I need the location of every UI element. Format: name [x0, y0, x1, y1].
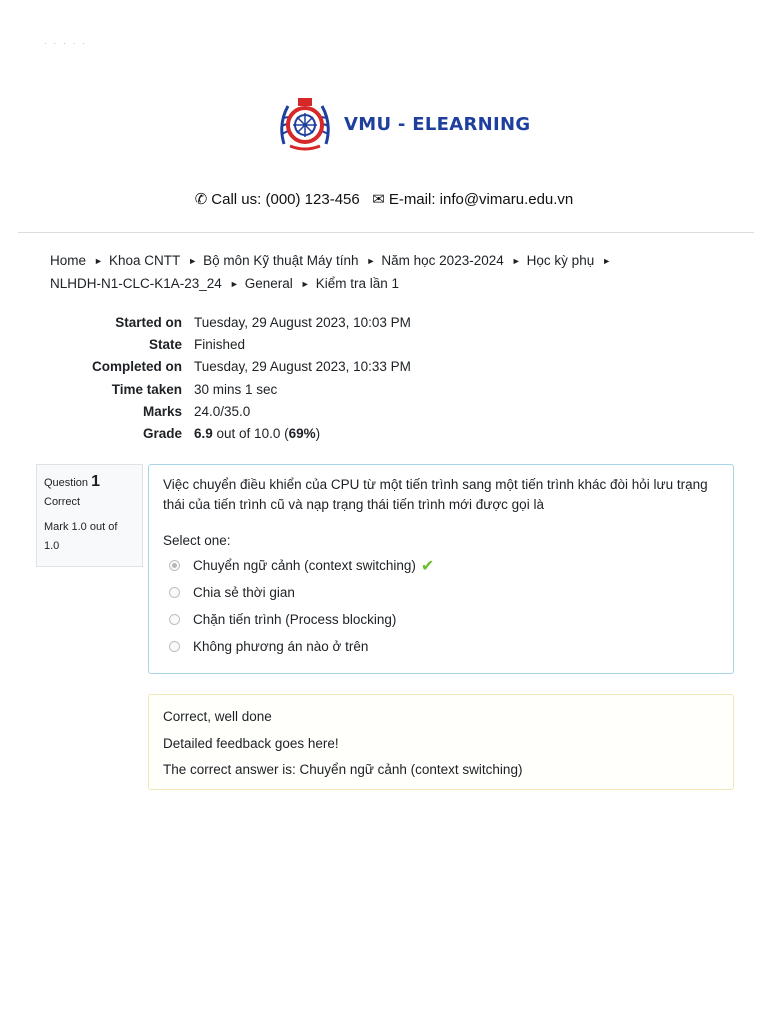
- vmu-emblem-icon: [274, 94, 336, 154]
- feedback-correct-answer: The correct answer is: Chuyển ngữ cảnh (context switching): [163, 762, 523, 777]
- completed-value: Tuesday, 29 August 2023, 10:33 PM: [194, 359, 411, 375]
- answer-label: Không phương án nào ở trên: [193, 639, 369, 654]
- summary-row-started: [40, 311, 411, 333]
- summary-row-time: [40, 378, 411, 400]
- feedback-detailed: Detailed feedback goes here!: [163, 735, 339, 751]
- breadcrumb-arrow-icon: ►: [366, 256, 376, 266]
- answer-option[interactable]: [163, 637, 719, 656]
- answer-option[interactable]: [163, 583, 719, 602]
- breadcrumb-department[interactable]: Bộ môn Kỹ thuật Máy tính: [203, 253, 359, 268]
- breadcrumb-quiz[interactable]: Kiểm tra lần 1: [315, 276, 399, 291]
- site-logo[interactable]: [274, 94, 530, 154]
- answer-option[interactable]: [163, 610, 719, 629]
- question-status: Correct: [44, 496, 81, 508]
- question-text: Việc chuyển điều khiển của CPU từ một tiến trình sang một tiến trình khác đòi hỏi lưu trạng thái của tiến trình cũ và nạp trạng thái tiến trình mới được gọi là: [163, 477, 708, 512]
- question-mark: Mark 1.0 out of 1.0: [44, 521, 118, 552]
- marks-label: Marks: [142, 403, 182, 419]
- phone-label[interactable]: Call us: (000) 123-456: [211, 191, 360, 208]
- phone-icon: ✆: [194, 191, 208, 208]
- radio-unselected[interactable]: [169, 587, 180, 598]
- grade-label: Grade: [142, 426, 182, 442]
- feedback-box: [148, 694, 734, 790]
- breadcrumb-arrow-icon: ►: [300, 279, 310, 289]
- question-number: [44, 472, 135, 493]
- radio-unselected[interactable]: [169, 641, 180, 652]
- completed-label: Completed on: [92, 359, 182, 375]
- site-header: [0, 92, 768, 162]
- time-label: Time taken: [111, 381, 182, 397]
- breadcrumb: [50, 250, 690, 296]
- state-label: State: [148, 336, 182, 352]
- time-value: 30 mins 1 sec: [194, 381, 278, 397]
- breadcrumb-faculty[interactable]: Khoa CNTT: [108, 253, 181, 268]
- breadcrumb-section[interactable]: General: [244, 276, 293, 291]
- breadcrumb-arrow-icon: ►: [94, 256, 103, 266]
- breadcrumb-arrow-icon: ►: [602, 256, 612, 266]
- grade-score: 6.9: [194, 426, 213, 442]
- grade-value: [194, 422, 411, 444]
- summary-row-state: [40, 333, 411, 355]
- breadcrumb-semester[interactable]: Học kỳ phụ: [526, 253, 595, 268]
- breadcrumb-arrow-icon: ►: [188, 256, 198, 266]
- grade-end: ): [315, 426, 321, 442]
- contact-bar: [0, 190, 768, 208]
- breadcrumb-year[interactable]: Năm học 2023-2024: [381, 253, 504, 268]
- answer-label: Chia sẻ thời gian: [193, 585, 295, 600]
- breadcrumb-arrow-icon: ►: [229, 279, 239, 289]
- marks-value: 24.0/35.0: [194, 403, 251, 419]
- question-label: Question: [44, 477, 89, 489]
- question-no: 1: [91, 473, 100, 490]
- logo-text: VMU - ELEARNING: [344, 113, 531, 135]
- radio-unselected[interactable]: [169, 614, 180, 625]
- breadcrumb-course[interactable]: NLHDH-N1-CLC-K1A-23_24: [50, 276, 222, 291]
- feedback-general: Correct, well done: [163, 709, 272, 724]
- breadcrumb-home[interactable]: Home: [50, 253, 87, 268]
- grade-mid: out of 10.0 (: [212, 426, 289, 442]
- header-divider: [18, 232, 754, 233]
- question-content: [148, 464, 734, 674]
- summary-row-completed: [40, 356, 411, 378]
- question-info: [36, 464, 143, 567]
- breadcrumb-arrow-icon: ►: [511, 256, 521, 266]
- answer-option[interactable]: [163, 556, 719, 575]
- radio-selected[interactable]: [169, 560, 180, 571]
- email-icon: ✉: [372, 191, 385, 208]
- faded-top-text: · · · · ·: [44, 38, 87, 48]
- started-value: Tuesday, 29 August 2023, 10:03 PM: [194, 314, 411, 330]
- grade-percent: 69%: [288, 426, 316, 442]
- select-one-label: Select one:: [163, 533, 231, 548]
- started-label: Started on: [115, 314, 182, 330]
- answer-label: Chặn tiến trình (Process blocking): [193, 612, 397, 627]
- state-value: Finished: [194, 336, 246, 352]
- summary-row-marks: [40, 400, 411, 422]
- email-label[interactable]: E-mail: info@vimaru.edu.vn: [388, 191, 574, 208]
- correct-check-icon: ✔: [420, 557, 435, 575]
- answer-label: Chuyển ngữ cảnh (context switching): [193, 558, 416, 573]
- attempt-summary: [40, 311, 411, 445]
- summary-row-grade: [40, 422, 411, 444]
